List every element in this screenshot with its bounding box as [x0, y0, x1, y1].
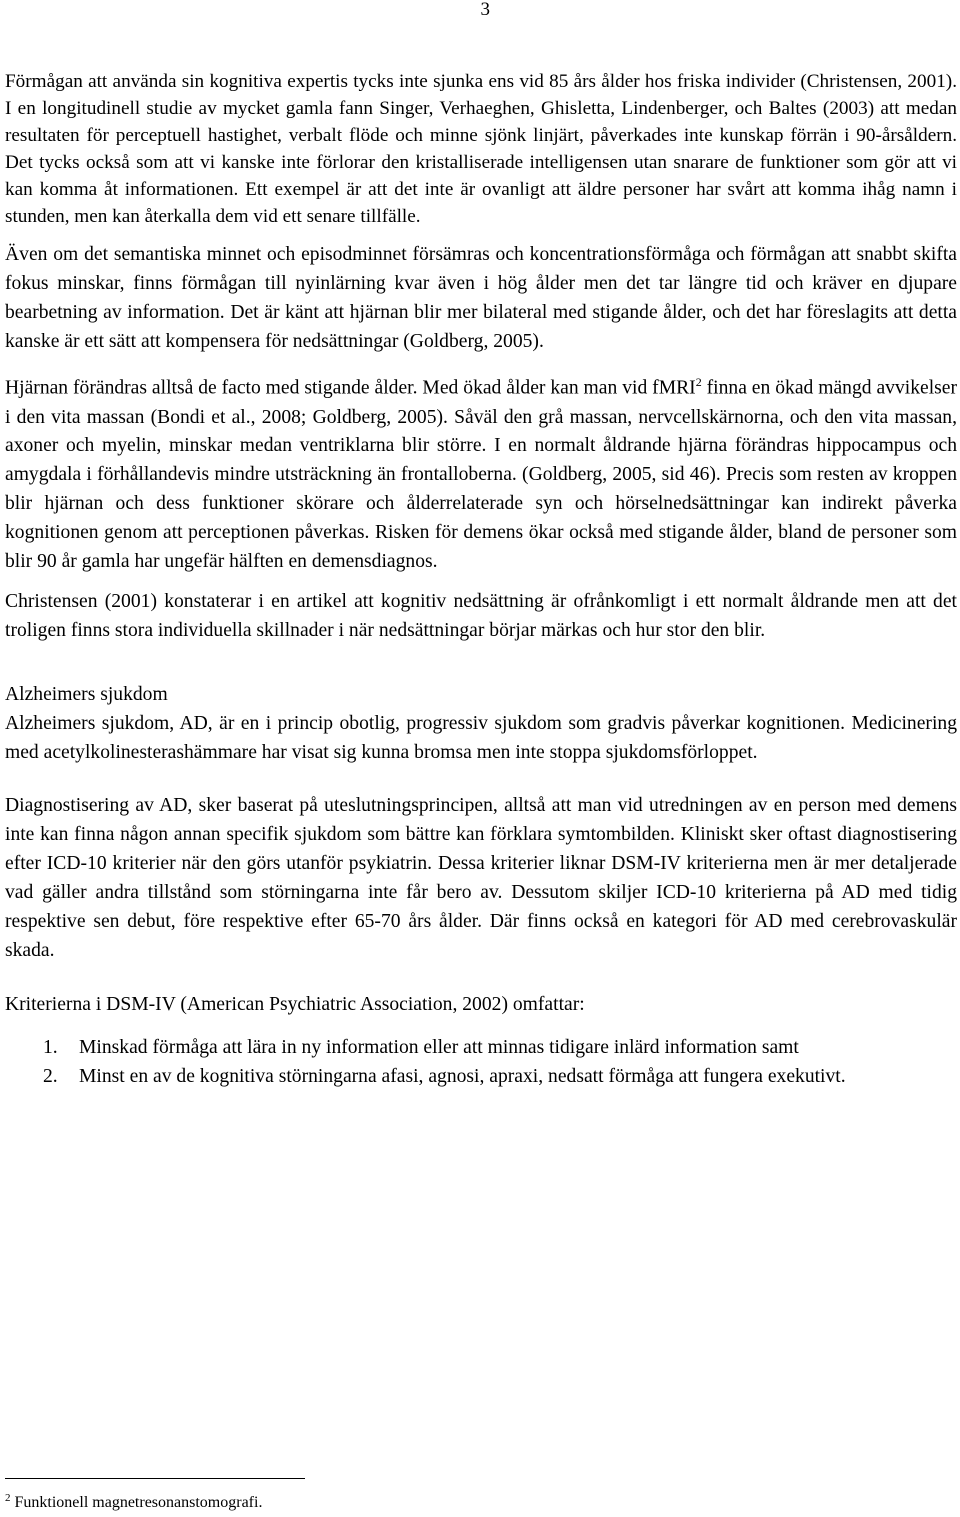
paragraph-cognitive-expertise: Förmågan att använda sin kognitiva expertis tycks inte sjunka ens vid 85 års ålder hos friska individer (Christensen, 2001). I en longitudinell studie av mycket gamla fann Singer, Verhaeghen, Ghisletta, Lindenberger, och Baltes (2003) att medan resultaten för perceptuell hastighet, verbalt flöde och minne sjönk linjärt, påverkades inte kunskap förrän i 90-årsåldern. Det tycks också som att vi kanske inte förlorar den kristalliserade intelligensen utan snarare de funktioner som gör att vi kan komma åt informationen. Ett exempel är att det inte är ovanligt att äldre personer har svårt att komma ihåg namn i stunden, men kan återkalla dem vid ett senare tillfälle.	[5, 71, 957, 227]
section-gap	[5, 657, 957, 681]
footnote-reference[interactable]: 2	[695, 375, 702, 390]
footnote-divider	[5, 1478, 305, 1479]
paragraph-christensen: Christensen (2001) konstaterar i en artikel att kognitiv nedsättning är ofrånkomligt i ett normalt åldrande men att det troligen finns stora individuella skillnader i när nedsättningar börjar märkas och hur stor den blir.	[5, 590, 957, 641]
footnote-text: Funktionell magnetresonanstomografi.	[10, 1494, 263, 1511]
paragraph-ad-diagnosis: Diagnostisering av AD, sker baserat på uteslutningsprincipen, alltså att man vid utredningen av en person med demens inte kan finna någon annan specifik sjukdom som bättre kan förklara symtombilden. Kliniskt sker oftast diagnostisering efter ICD-10 kriterier när den görs utanför psykiatrin. Dessa kriterier liknar DSM-IV kriterierna men är mer detaljerade vad gäller andra tillstånd som störningarna inte får bero av. Dessutom skiljer ICD-10 kriterierna på AD med tidig respektive sen debut, före respektive efter 65-70 års ålder. Där finns också en kategori för AD med cerebrovaskulär skada.	[5, 795, 957, 961]
paragraph-ad-intro: Alzheimers sjukdom, AD, är en i princip obotlig, progressiv sjukdom som gradvis påverkar kognitionen. Medicinering med acetylkolinesterashämmare har visat sig kunna bromsa men inte stoppa sjukdomsförloppet.	[5, 712, 957, 763]
page-number: 3	[480, 0, 490, 20]
brain-changes-text-end: finna en ökad mängd avvikelser i den vita massan (Bondi et al., 2008; Goldberg, 2005). Såväl den grå massan, nervcellskärnorna, och den vita massan, axoner och myelin, minskar medan ventriklarna blir större. I en normalt åldrande hjärna förändras hippocampus och amygdala i förhållandevis mindre utsträckning än frontalloberna. (Goldberg, 2005, sid 46). Precis som resten av kroppen blir hjärnan och dess funktioner skörare och ålderrelaterade syn och hörselnedsättningar kan indirekt påverka kognitionen genom att perceptionen påverkas. Risken för demens ökar också med stigande ålder, bland de personer som blir 90 år gamla har ungefär hälften en demensdiagnos.	[5, 377, 957, 573]
list-item-number: 1.	[43, 1036, 58, 1058]
paragraph-semantic-memory: Även om det semantiska minnet och episodminnet försämras och koncentrationsförmåga och förmågan att snabbt skifta fokus minskar, finns förmågan till nyinlärning kvar även i hög ålder men det tar längre tid och kräver en djupare bearbetning av information. Det är känt att hjärnan blir mer bilateral med stigande ålder, och det har föreslagits att detta kanske är ett sätt att kompensera för nedsättningar (Goldberg, 2005).	[5, 244, 957, 353]
list-item-text: Minskad förmåga att lära in ny information eller att minnas tidigare inlärd information samt	[79, 1036, 799, 1058]
criteria-intro: Kriterierna i DSM-IV (American Psychiatric Association, 2002) omfattar:	[5, 993, 585, 1015]
paragraph-brain-changes	[5, 368, 957, 577]
paragraph-gap	[5, 778, 957, 792]
footnote	[5, 1488, 262, 1513]
list-item	[5, 1063, 957, 1092]
body-text	[5, 69, 957, 1092]
list-item-number: 2.	[43, 1065, 58, 1087]
paragraph-gap	[5, 977, 957, 991]
footnote-mark: 2	[5, 1492, 11, 1504]
list-item-text: Minst en av de kognitiva störningarna afasi, agnosi, apraxi, nedsatt förmåga att fungera exekutivt.	[79, 1065, 846, 1087]
brain-changes-text-start: Hjärnan förändras alltså de facto med stigande ålder. Med ökad ålder kan man vid fMRI	[5, 377, 696, 399]
criteria-list	[5, 1034, 957, 1092]
section-heading: Alzheimers sjukdom	[5, 683, 168, 705]
list-item	[5, 1034, 957, 1063]
